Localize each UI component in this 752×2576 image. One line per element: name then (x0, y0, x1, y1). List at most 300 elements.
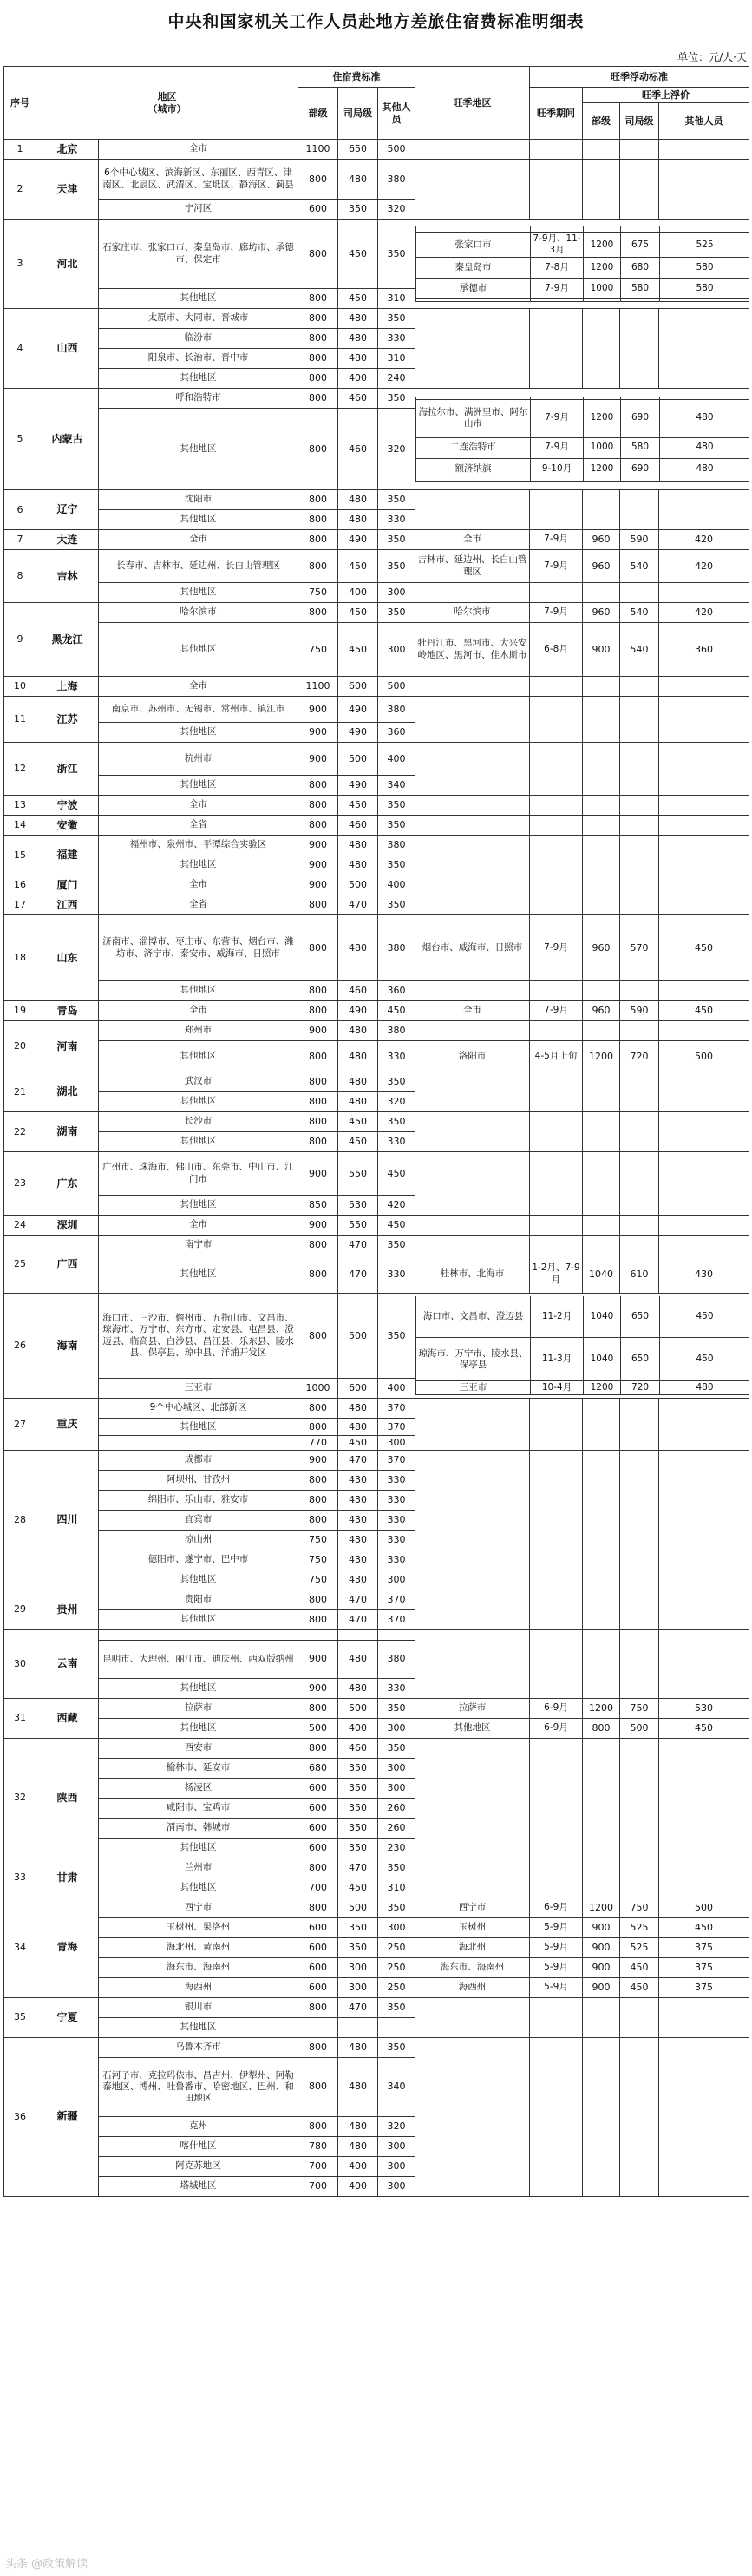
peak-area: 其他地区 (415, 1718, 530, 1738)
row-others-rate: 330 (378, 1530, 415, 1550)
table-row (4, 1072, 749, 1092)
peak-area (415, 1216, 530, 1236)
row-seq: 3 (4, 220, 36, 309)
row-seq: 34 (4, 1898, 36, 1997)
header-standard: 住宿费标准 (298, 67, 415, 88)
peak-division-rate: 525 (620, 1937, 659, 1957)
table-row (4, 1450, 749, 1470)
peak-bureau-rate (584, 299, 621, 302)
peak-division-rate: 500 (620, 1718, 659, 1738)
row-others-rate: 300 (378, 2136, 415, 2156)
row-division-rate: 470 (338, 1609, 378, 1629)
row-city: 克州 (99, 2116, 298, 2136)
peak-others-rate: 450 (659, 915, 749, 981)
peak-division-rate (620, 677, 659, 697)
row-bureau-rate: 800 (298, 1001, 338, 1021)
row-division-rate: 400 (338, 1718, 378, 1738)
row-division-rate: 500 (338, 743, 378, 776)
row-others-rate: 250 (378, 1937, 415, 1957)
row-bureau-rate: 800 (298, 915, 338, 981)
peak-area: 琼海市、万宁市、陵水县、保亭县 (416, 1338, 531, 1381)
header-region-label: 地区 （城市） (147, 90, 186, 115)
row-others-rate: 420 (378, 1196, 415, 1216)
row-city: 9个中心城区、北部新区 (99, 1399, 298, 1419)
row-seq: 11 (4, 697, 36, 743)
row-others-rate: 370 (378, 1399, 415, 1419)
peak-period (531, 299, 584, 302)
peak-period: 5-9月 (530, 1917, 583, 1937)
peak-bureau-rate: 1040 (584, 1296, 621, 1338)
peak-period: 4-5月上旬 (530, 1041, 583, 1072)
header-peak-division: 司局级 (620, 103, 659, 140)
row-division-rate: 400 (338, 369, 378, 389)
peak-division-rate (620, 583, 659, 603)
peak-period (531, 226, 584, 233)
peak-division-rate: 610 (620, 1255, 659, 1294)
peak-others-rate (659, 875, 749, 895)
row-others-rate: 350 (378, 1858, 415, 1878)
peak-period (530, 895, 583, 915)
peak-period (530, 160, 583, 220)
peak-division-rate: 720 (621, 1381, 660, 1395)
row-division-rate: 500 (338, 1294, 378, 1379)
peak-period: 5-9月 (530, 1957, 583, 1977)
row-others-rate: 340 (378, 776, 415, 796)
row-bureau-rate: 770 (298, 1436, 338, 1451)
table-row (4, 550, 749, 583)
peak-division-rate: 750 (620, 1898, 659, 1917)
peak-others-rate (659, 895, 749, 915)
peak-period: 10-4月 (531, 1381, 584, 1395)
table-row (4, 2037, 749, 2057)
table-row (4, 1399, 749, 1419)
row-others-rate: 360 (378, 981, 415, 1001)
peak-others-rate (659, 796, 749, 816)
row-division-rate: 450 (338, 1878, 378, 1898)
row-seq: 30 (4, 1629, 36, 1698)
row-bureau-rate: 800 (298, 329, 338, 349)
row-division-rate: 300 (338, 1957, 378, 1977)
header-seq: 序号 (4, 67, 36, 140)
peak-division-rate (620, 1152, 659, 1216)
row-others-rate: 240 (378, 369, 415, 389)
peak-period: 7-9月 (530, 530, 583, 550)
row-city: 海西州 (99, 1977, 298, 1997)
table-row (4, 895, 749, 915)
peak-others-rate (659, 1112, 749, 1152)
row-city: 全市 (99, 796, 298, 816)
row-division-rate: 350 (338, 1917, 378, 1937)
peak-division-rate (620, 697, 659, 743)
row-seq: 17 (4, 895, 36, 915)
peak-bureau-rate (583, 1997, 620, 2037)
row-city: 杭州市 (99, 743, 298, 776)
row-bureau-rate: 780 (298, 2136, 338, 2156)
row-others-rate: 350 (378, 490, 415, 510)
peak-division-rate (620, 140, 659, 160)
row-bureau-rate: 800 (298, 289, 338, 309)
peak-division-rate (621, 226, 660, 233)
row-division-rate: 600 (338, 677, 378, 697)
row-division-rate: 490 (338, 1001, 378, 1021)
row-city: 全市 (99, 1216, 298, 1236)
row-others-rate: 350 (378, 550, 415, 583)
row-seq: 6 (4, 490, 36, 530)
peak-others-rate: 375 (659, 1957, 749, 1977)
row-seq: 18 (4, 915, 36, 1001)
peak-bureau-rate: 960 (583, 530, 620, 550)
row-division-rate: 500 (338, 1698, 378, 1718)
peak-area: 牡丹江市、黑河市、大兴安岭地区、黑河市、佳木斯市 (415, 623, 530, 677)
row-bureau-rate: 800 (298, 1041, 338, 1072)
row-bureau-rate: 1000 (298, 1379, 338, 1399)
row-others-rate: 300 (378, 623, 415, 677)
peak-area: 哈尔滨市 (415, 603, 530, 623)
peak-area (415, 1236, 530, 1255)
row-seq: 10 (4, 677, 36, 697)
row-division-rate: 650 (338, 140, 378, 160)
row-division-rate: 450 (338, 603, 378, 623)
table-row (4, 743, 749, 776)
peak-bureau-rate (583, 160, 620, 220)
peak-area: 吉林市、延边州、长白山管理区 (415, 550, 530, 583)
peak-period (530, 1399, 583, 1451)
row-others-rate: 350 (378, 1236, 415, 1255)
peak-bureau-rate: 960 (583, 915, 620, 981)
peak-division-rate: 540 (620, 603, 659, 623)
row-others-rate: 380 (378, 1021, 415, 1041)
table-row (4, 1698, 749, 1718)
peak-division-rate: 540 (620, 623, 659, 677)
row-division-rate: 470 (338, 1997, 378, 2017)
peak-period (530, 1236, 583, 1255)
row-seq: 26 (4, 1294, 36, 1399)
peak-bureau-rate: 1040 (583, 1255, 620, 1294)
peak-area (415, 1858, 530, 1898)
table-row (4, 1590, 749, 1609)
row-bureau-rate: 900 (298, 1152, 338, 1196)
peak-period: 6-9月 (530, 1898, 583, 1917)
row-city: 南宁市 (99, 1236, 298, 1255)
peak-division-rate (620, 875, 659, 895)
row-bureau-rate: 800 (298, 389, 338, 409)
peak-area (415, 743, 530, 796)
table-row (4, 1041, 749, 1072)
peak-others-rate (659, 1072, 749, 1112)
row-city: 临汾市 (99, 329, 298, 349)
row-bureau-rate: 900 (298, 1450, 338, 1470)
row-city: 喀什地区 (99, 2136, 298, 2156)
row-city: 其他地区 (99, 1718, 298, 1738)
row-others-rate: 350 (378, 1738, 415, 1758)
row-others-rate: 330 (378, 1678, 415, 1698)
header-bureau: 部级 (298, 88, 338, 140)
peak-bureau-rate: 800 (583, 1718, 620, 1738)
row-city: 宁河区 (99, 200, 298, 220)
peak-division-rate (620, 490, 659, 530)
peak-area (415, 697, 530, 743)
peak-division-rate (620, 2037, 659, 2196)
header-peak-others: 其他人员 (659, 103, 749, 140)
row-seq: 4 (4, 309, 36, 389)
peak-period (530, 1152, 583, 1216)
row-bureau-rate: 800 (298, 1510, 338, 1530)
row-city: 武汉市 (99, 1072, 298, 1092)
row-division-rate: 350 (338, 1778, 378, 1798)
row-city: 成都市 (99, 1450, 298, 1470)
row-region: 江苏 (36, 697, 99, 743)
row-division-rate: 550 (338, 1216, 378, 1236)
row-division-rate: 490 (338, 776, 378, 796)
row-region: 大连 (36, 530, 99, 550)
peak-division-rate (620, 743, 659, 796)
row-bureau-rate: 800 (298, 1132, 338, 1152)
row-bureau-rate: 900 (298, 743, 338, 776)
table-row (4, 836, 749, 855)
row-division-rate: 470 (338, 895, 378, 915)
peak-area (415, 1072, 530, 1112)
row-bureau-rate: 750 (298, 1550, 338, 1570)
row-bureau-rate: 800 (298, 1399, 338, 1419)
peak-period: 7-9月 (531, 399, 584, 437)
row-others-rate: 350 (378, 530, 415, 550)
peak-area (415, 1590, 530, 1629)
row-division-rate: 460 (338, 816, 378, 836)
peak-others-rate: 450 (659, 1718, 749, 1738)
row-region: 吉林 (36, 550, 99, 603)
row-others-rate: 250 (378, 1977, 415, 1997)
peak-others-rate: 450 (660, 1338, 749, 1381)
row-others-rate: 320 (378, 409, 415, 490)
row-bureau-rate: 850 (298, 1196, 338, 1216)
peak-period (530, 743, 583, 796)
peak-area: 烟台市、威海市、日照市 (415, 915, 530, 981)
row-division-rate: 480 (338, 915, 378, 981)
peak-division-rate (620, 1216, 659, 1236)
peak-area: 西宁市 (415, 1898, 530, 1917)
peak-row (416, 399, 749, 437)
table-row (4, 1629, 749, 1640)
peak-others-rate: 480 (660, 1381, 749, 1395)
row-others-rate: 350 (378, 816, 415, 836)
row-division-rate: 470 (338, 1236, 378, 1255)
row-others-rate: 370 (378, 1609, 415, 1629)
row-region: 重庆 (36, 1399, 99, 1451)
peak-row (416, 299, 749, 302)
peak-block (415, 220, 749, 309)
row-bureau-rate: 700 (298, 2176, 338, 2196)
row-bureau-rate: 800 (298, 1490, 338, 1510)
peak-bureau-rate: 1200 (584, 233, 621, 258)
row-city: 凉山州 (99, 1530, 298, 1550)
peak-division-rate: 650 (621, 1338, 660, 1381)
peak-division-rate (620, 1236, 659, 1255)
row-division-rate: 450 (338, 220, 378, 289)
row-seq: 36 (4, 2037, 36, 2196)
row-bureau-rate: 700 (298, 2156, 338, 2176)
peak-others-rate (659, 1152, 749, 1216)
peak-area (416, 299, 531, 302)
row-seq: 29 (4, 1590, 36, 1629)
peak-others-rate: 530 (659, 1698, 749, 1718)
peak-area: 海拉尔市、满洲里市、阿尔山市 (416, 399, 531, 437)
row-bureau-rate: 800 (298, 2037, 338, 2057)
peak-area: 海西州 (415, 1977, 530, 1997)
row-others-rate: 350 (378, 603, 415, 623)
row-region: 云南 (36, 1629, 99, 1698)
peak-others-rate (659, 160, 749, 220)
peak-bureau-rate (583, 1858, 620, 1898)
row-region: 安徽 (36, 816, 99, 836)
row-region: 新疆 (36, 2037, 99, 2196)
row-city: 其他地区 (99, 1419, 298, 1436)
row-division-rate: 480 (338, 1021, 378, 1041)
peak-division-rate: 540 (620, 550, 659, 583)
row-bureau-rate: 800 (298, 510, 338, 530)
peak-others-rate: 525 (660, 233, 749, 258)
peak-division-rate: 720 (620, 1041, 659, 1072)
table-row (4, 1937, 749, 1957)
row-division-rate: 300 (338, 1977, 378, 1997)
row-division-rate: 480 (338, 349, 378, 369)
peak-bureau-rate (583, 1450, 620, 1590)
row-bureau-rate: 800 (298, 550, 338, 583)
row-others-rate: 370 (378, 1419, 415, 1436)
peak-bureau-rate (583, 1072, 620, 1112)
row-city: 其他地区 (99, 583, 298, 603)
row-bureau-rate: 800 (298, 1997, 338, 2017)
row-seq: 22 (4, 1112, 36, 1152)
row-bureau-rate: 900 (298, 697, 338, 723)
peak-others-rate: 450 (659, 1917, 749, 1937)
row-division-rate: 430 (338, 1510, 378, 1530)
peak-area: 海口市、文昌市、澄迈县 (416, 1296, 531, 1338)
peak-period (530, 796, 583, 816)
peak-division-rate (620, 1858, 659, 1898)
row-bureau-rate: 900 (298, 1216, 338, 1236)
peak-bureau-rate (583, 1236, 620, 1255)
row-seq: 2 (4, 160, 36, 220)
peak-area: 承德市 (416, 279, 531, 299)
row-bureau-rate: 600 (298, 1917, 338, 1937)
row-bureau-rate: 600 (298, 1937, 338, 1957)
row-region: 青海 (36, 1898, 99, 1997)
row-others-rate: 350 (378, 220, 415, 289)
row-seq: 1 (4, 140, 36, 160)
peak-bureau-rate: 1040 (584, 1338, 621, 1381)
peak-bureau-rate (583, 1152, 620, 1216)
row-division-rate (338, 1629, 378, 1640)
peak-area (416, 226, 531, 233)
peak-period: 11-2月 (531, 1296, 584, 1338)
row-division-rate: 450 (338, 1436, 378, 1451)
table-row (4, 530, 749, 550)
row-city: 海东市、海南州 (99, 1957, 298, 1977)
peak-division-rate (620, 1629, 659, 1698)
peak-division-rate (620, 836, 659, 875)
row-division-rate: 450 (338, 623, 378, 677)
row-division-rate: 480 (338, 160, 378, 200)
peak-division-rate: 570 (620, 915, 659, 981)
row-city: 全市 (99, 677, 298, 697)
peak-bureau-rate: 1200 (583, 1041, 620, 1072)
row-bureau-rate: 800 (298, 1738, 338, 1758)
peak-block (415, 389, 749, 490)
table-row (4, 1858, 749, 1878)
row-bureau-rate: 800 (298, 220, 338, 289)
row-city: 宜宾市 (99, 1510, 298, 1530)
row-others-rate: 310 (378, 1878, 415, 1898)
row-city: 阳泉市、长治市、晋中市 (99, 349, 298, 369)
peak-period (530, 816, 583, 836)
row-city: 银川市 (99, 1997, 298, 2017)
row-others-rate: 260 (378, 1798, 415, 1818)
peak-bureau-rate: 1200 (584, 258, 621, 279)
row-city: 三亚市 (99, 1379, 298, 1399)
table-row (4, 875, 749, 895)
peak-division-rate: 690 (621, 399, 660, 437)
row-division-rate: 530 (338, 1196, 378, 1216)
row-others-rate: 330 (378, 1550, 415, 1570)
table-row (4, 140, 749, 160)
peak-division-rate: 580 (621, 279, 660, 299)
row-region: 贵州 (36, 1590, 99, 1629)
row-city (99, 1436, 298, 1451)
row-others-rate: 400 (378, 875, 415, 895)
table-header (4, 67, 749, 140)
row-bureau-rate: 800 (298, 1590, 338, 1609)
peak-area: 全市 (415, 1001, 530, 1021)
row-division-rate: 480 (338, 309, 378, 329)
row-bureau-rate: 800 (298, 776, 338, 796)
peak-others-rate (659, 309, 749, 389)
peak-division-rate: 650 (621, 1296, 660, 1338)
row-seq: 21 (4, 1072, 36, 1112)
row-city: 其他地区 (99, 1570, 298, 1590)
peak-division-rate (621, 299, 660, 302)
peak-area (415, 875, 530, 895)
row-city: 绵阳市、乐山市、雅安市 (99, 1490, 298, 1510)
row-others-rate: 300 (378, 1778, 415, 1798)
row-city: 长春市、吉林市、延边州、长白山管理区 (99, 550, 298, 583)
peak-period (530, 981, 583, 1001)
peak-others-rate: 430 (659, 1255, 749, 1294)
row-division-rate: 480 (338, 510, 378, 530)
row-bureau-rate: 800 (298, 1294, 338, 1379)
row-bureau-rate: 800 (298, 1255, 338, 1294)
peak-bureau-rate: 1200 (584, 1381, 621, 1395)
row-seq: 16 (4, 875, 36, 895)
peak-bureau-rate (583, 1112, 620, 1152)
row-bureau-rate: 600 (298, 1798, 338, 1818)
peak-area (415, 1450, 530, 1590)
peak-bureau-rate (583, 796, 620, 816)
header-region (36, 67, 298, 140)
row-bureau-rate: 600 (298, 200, 338, 220)
row-city: 咸阳市、宝鸡市 (99, 1798, 298, 1818)
peak-area: 海北州 (415, 1937, 530, 1957)
peak-others-rate: 450 (659, 1001, 749, 1021)
peak-others-rate (659, 1997, 749, 2037)
row-city: 乌鲁木齐市 (99, 2037, 298, 2057)
peak-division-rate: 450 (620, 1977, 659, 1997)
row-others-rate: 400 (378, 1379, 415, 1399)
row-region: 黑龙江 (36, 603, 99, 677)
row-city: 其他地区 (99, 623, 298, 677)
peak-others-rate (659, 583, 749, 603)
row-city: 全省 (99, 895, 298, 915)
peak-period (530, 1997, 583, 2037)
